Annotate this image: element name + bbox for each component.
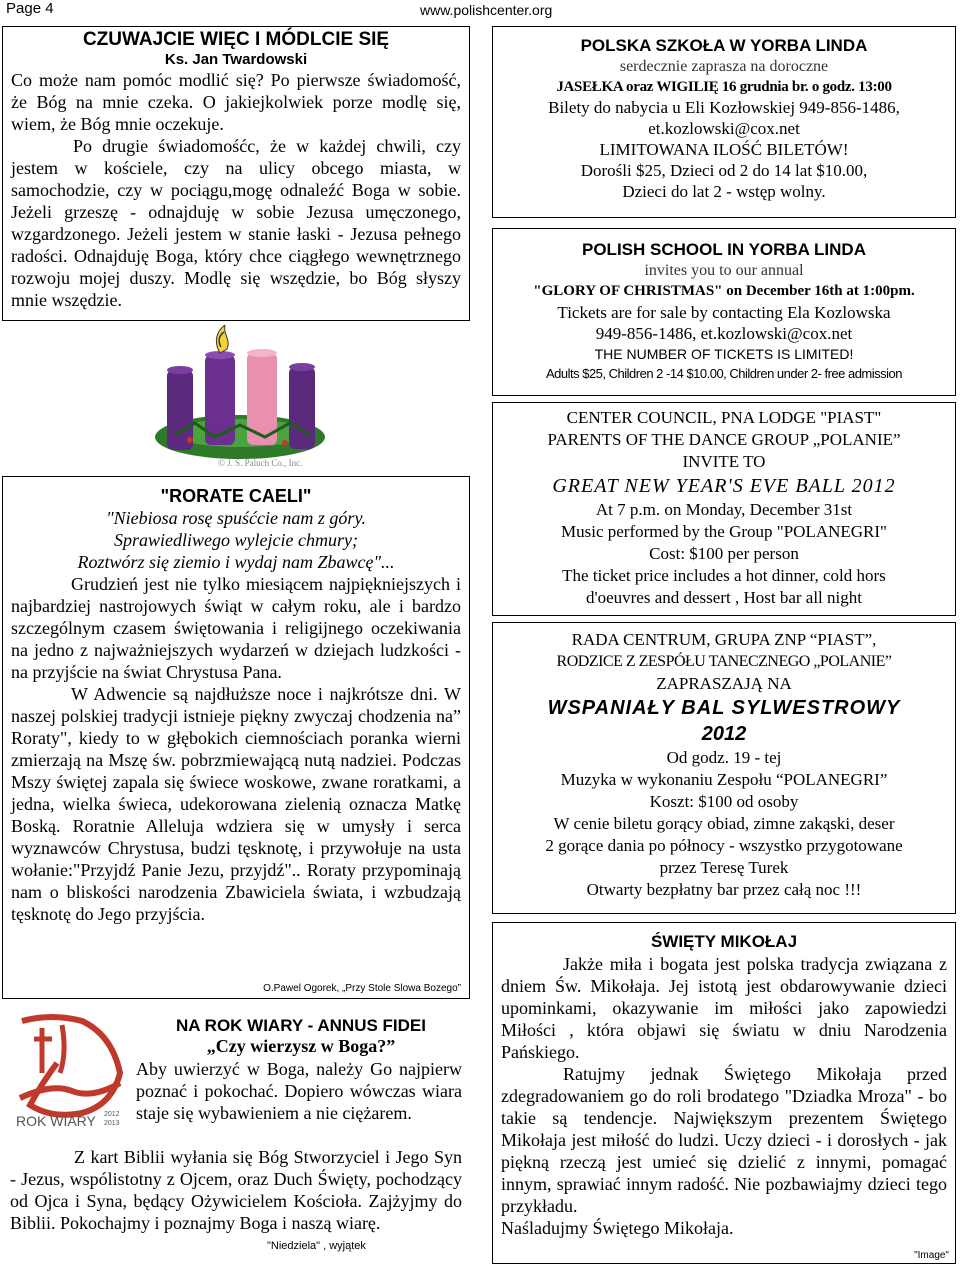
ball-en-line: PARENTS OF THE DANCE GROUP „POLANIE” [547, 430, 901, 449]
rorate-verse-line: "Niebiosa rosę spuśćcie nam z góry. [106, 508, 366, 528]
school-en-line: invites you to our annual [644, 262, 804, 279]
ball-pl-line: RADA CENTRUM, GRUPA ZNP “PIAST”, [571, 630, 877, 649]
rorate-verse-line: Roztwórz się ziemio i wydaj nam Zbawcę"... [77, 552, 395, 572]
rorate-verse [11, 507, 461, 573]
ball-pl-line: Koszt: $100 od osoby [649, 792, 799, 811]
school-pl-line: LIMITOWANA ILOŚĆ BILETÓW! [599, 140, 849, 159]
year-of-faith-article [2, 1003, 470, 1261]
school-announcement-pl [492, 26, 956, 218]
school-pl-line: Bilety do nabycia u Eli Kozłowskiej 949-856-1486, [548, 98, 900, 117]
st-nicholas-title: ŚWIĘTY MIKOŁAJ [650, 932, 798, 951]
rok-wiary-source: "Niedziela" , wyjątek [267, 1240, 366, 1252]
ball-en-line: CENTER COUNCIL, PNA LODGE "PIAST" [566, 408, 882, 427]
ball-pl-year: 2012 [701, 723, 747, 745]
rok-wiary-logo-text: ROK WIARY [16, 1113, 96, 1129]
school-pl-line: JASEŁKA oraz WIGILIĘ 16 grudnia br. o godz. 13:00 [556, 79, 892, 95]
rok-wiary-paragraph: Z kart Biblii wyłania się Bóg Stworzyciel i Jego Syn - Jezus, wspólistotny z Ojcem, oraz Duch Święty, pochodzący od Ojca i Syna, będący Ożywicielem Kościoła. Zajżyjmy do Biblii. Pokochajmy i poznajmy Boga i naszą wiarę. [10, 1147, 462, 1233]
school-pl-line: Dorośli $25, Dzieci od 2 do 14 lat $10.00, [580, 161, 868, 180]
ball-pl-headline: WSPANIAŁY BAL SYLWESTROWY [547, 697, 901, 719]
st-nicholas-paragraph: Jakże miła i bogata jest polska tradycja związana z dniem Św. Mikołaja. Jej istotą jest obdarowywanie dzieci upominkami, okazywanie im miłości jako zapowiedzi Miłości , która objawi się światu w dniu Narodzenia Pańskiego. [501, 954, 947, 1062]
ball-pl-line: Od godz. 19 - tej [666, 748, 782, 767]
prayer-article [2, 26, 470, 321]
school-pl-line: Dzieci do lat 2 - wstęp wolny. [622, 182, 826, 201]
ball-pl-line: RODZICE Z ZESPÓŁU TANECZNEGO „POLANIE” [556, 653, 892, 670]
ball-pl-line: W cenie biletu gorący obiad, zimne zakąski, deser [553, 814, 895, 833]
rorate-article [2, 476, 470, 999]
school-pl-line: serdecznie zaprasza na doroczne [619, 58, 829, 75]
ball-pl-line: przez Teresę Turek [659, 858, 789, 877]
advent-wreath-image [145, 325, 335, 470]
ball-en-line: The ticket price includes a hot dinner, cold hors [562, 566, 886, 585]
school-announcement-en [492, 228, 956, 396]
ball-pl-line: Otwarty bezpłatny bar przez całą noc !!! [586, 880, 862, 899]
rok-wiary-paragraph: Aby uwierzyć w Boga, należy Go najpierw poznać i pokochać. Dopiero wówczas wiara staje się wybawieniem a nie ciężarem. [136, 1059, 462, 1123]
school-en-line: Tickets are for sale by contacting Ela Kozlowska [557, 303, 891, 322]
website[interactable]: www.polishcenter.org [420, 2, 553, 18]
ball-pl-line: 2 gorące dania po północy - wszystko przygotowane [545, 836, 903, 855]
rok-wiary-logo-year: 2013 [104, 1120, 120, 1127]
school-pl-email[interactable]: et.kozlowski@cox.net [648, 119, 800, 138]
school-en-line[interactable]: 949-856-1486, et.kozlowski@cox.net [595, 324, 853, 343]
prayer-paragraph: Po drugie świadomośćc, że w każdej chwili, czy jestem w kościele, czy na ulicy obcego miasta, w samochodzie, czy w pociągu,mogę odnaleźć Boga w sobie. Jeżeli grzeszę - odnajduję w sobie Jezusa umęczonego, wzgardzonego. Jeżeli jestem w stanie łaski - Jezusa pełnego radości. Odnajduję Boga, który chce ciągłego wewnętrznego rozwoju mojej duszy. Modlę się wszędzie, bo Bóg słyszy mnie wszędzie. [11, 136, 461, 310]
ball-en-line: At 7 p.m. on Monday, December 31st [595, 500, 853, 519]
school-en-line: "GLORY OF CHRISTMAS" on December 16th at 1:00pm. [533, 283, 915, 299]
image-credit: © J. S. Paluch Co., Inc. [218, 458, 303, 468]
prayer-author: Ks. Jan Twardowski [164, 51, 308, 68]
rorate-title: "RORATE CAELI" [160, 486, 312, 506]
st-nicholas-paragraph: Naśladujmy Świętego Mikołaja. [501, 1218, 734, 1238]
st-nicholas-paragraph: Ratujmy jednak Świętego Mikołaja przed zdegradowaniem go do roli brodatego "Dziadka Mroza" - bo takie są tendencje. Największym prezentem Świętego Mikołaja jest miłość do ludzi. Uczy dzieci - i dorosłych - jak piękną rzeczą jest umieć się dzielić z innymi, pomagać innym, sprawiać innym radość. Nie pozbawiajmy dzieci tego przykładu. [501, 1064, 947, 1216]
prayer-title: CZUWAJCIE WIĘC I MÓDLCIE SIĘ [82, 29, 390, 50]
rorate-source: O.Pawel Ogorek, „Przy Stole Slowa Bozego” [263, 983, 461, 994]
ball-announcement-pl [492, 622, 956, 914]
rok-wiary-logo-year: 2012 [104, 1111, 120, 1118]
rorate-paragraph: W Adwencie są najdłuższe noce i najkrótsze dni. W naszej polskiej tradycji istnieje piękny zwyczaj chodzenia na” Roraty", kiedy to w głębokich ciemnościach poranka wierni zmierzają na Mszę św. pobrzmiewającą nutą nadziei. Podczas Mszy świętej zapala się świece woskowe, zwane roratkami, a jedna, wielka świeca, udekorowana zielenią oznacza Matkę Boską. Roratnie Alleluja wdziera się w umysły i serca wyznawców Chrystusa, budzi tęsknotę, i przywołuje na usta wołanie:"Przyjdź Panie Jezu, przyjdź".. Roraty przypominają nam o bliskości narodzenia Zbawiciela świata, i wzbudzają tęsknotę do Jego przyjścia. [11, 684, 461, 924]
school-pl-title: POLSKA SZKOŁA W YORBA LINDA [580, 36, 868, 55]
rorate-paragraph: Grudzień jest nie tylko miesiącem najpiękniejszych i najbardziej nastrojowych świąt w całym roku, ale i bardzo szczególnym czasem świętowania i religijnego oczekiwania na jedno z najważniejszych wydarzeń w dziejach ludzkości - na przyjście na świat Chrystusa Pana. [11, 574, 461, 682]
ball-en-line: d'oeuvres and dessert , Host bar all night [586, 588, 862, 607]
prayer-paragraph: Co może nam pomóc modlić się? Po pierwsze świadomość, że Bóg na mnie czeka. O jakiejkolwiek porze modlę się, wiem, że Bóg mnie oczekuje. [11, 70, 461, 134]
rok-wiary-subtitle: „Czy wierzysz w Boga?” [206, 1036, 396, 1056]
ball-pl-line: ZAPRASZAJĄ NA [656, 674, 792, 693]
school-en-line: Adults $25, Children 2 -14 $10.00, Children under 2- free admission [545, 366, 902, 381]
st-nicholas-article [492, 922, 956, 1264]
ball-en-line: Cost: $100 per person [649, 544, 799, 563]
ball-en-line: Music performed by the Group "POLANEGRI" [561, 522, 887, 541]
rok-wiary-logo [12, 1013, 130, 1135]
ball-en-line: INVITE TO [682, 452, 766, 471]
ball-pl-line: Muzyka w wykonaniu Zespołu “POLANEGRI” [560, 770, 888, 789]
rorate-verse-line: Sprawiedliwego wylejcie chmury; [114, 530, 358, 550]
st-nicholas-source: "Image" [914, 1250, 949, 1261]
ball-announcement-en [492, 402, 956, 616]
school-en-title: POLISH SCHOOL IN YORBA LINDA [582, 240, 866, 259]
ball-en-headline: GREAT NEW YEAR'S EVE BALL 2012 [552, 475, 896, 497]
page-number: Page 4 [6, 0, 54, 17]
rok-wiary-title: NA ROK WIARY - ANNUS FIDEI [176, 1016, 426, 1035]
school-en-line: THE NUMBER OF TICKETS IS LIMITED! [594, 346, 854, 362]
